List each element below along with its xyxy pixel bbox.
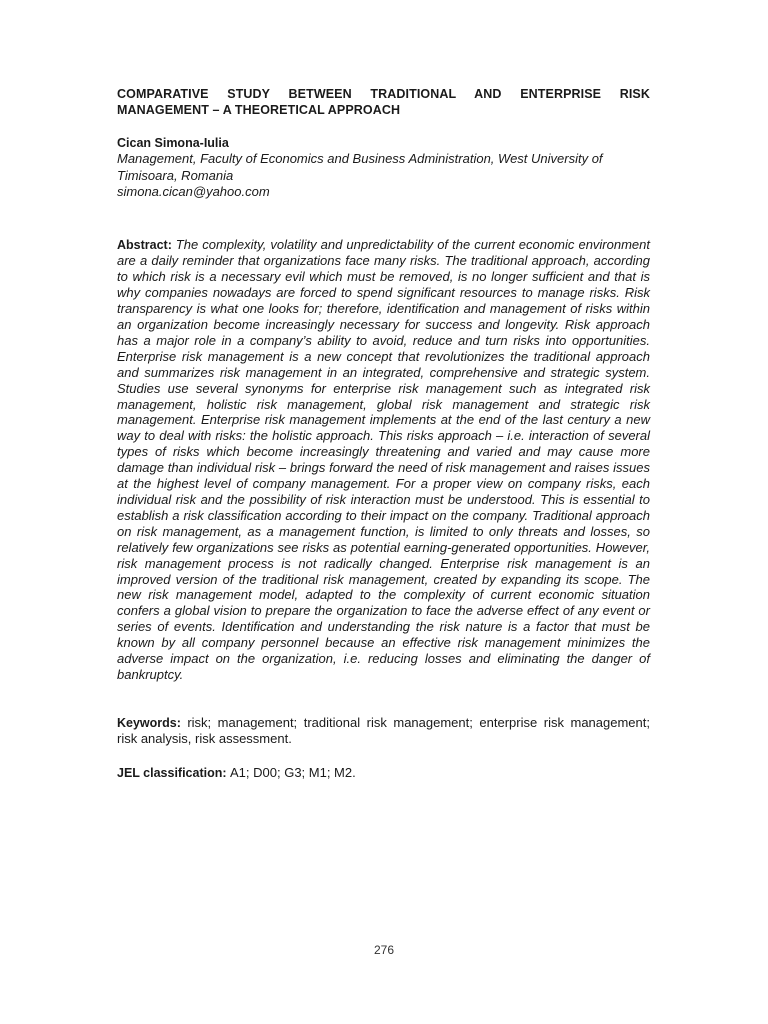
paper-page xyxy=(117,86,650,781)
jel-classification xyxy=(117,765,650,781)
jel-text: A1; D00; G3; M1; M2. xyxy=(230,764,356,780)
abstract-label: Abstract: xyxy=(117,237,176,252)
paper-title: COMPARATIVE STUDY BETWEEN TRADITIONAL AND ENTERPRISE RISK MANAGEMENT – A THEORETICAL APPROACH xyxy=(117,87,650,117)
keywords xyxy=(117,715,650,747)
author-affiliation: Management, Faculty of Economics and Business Administration, West University of Timisoara, Romania xyxy=(117,151,603,183)
jel-label: JEL classification: xyxy=(117,765,231,780)
abstract xyxy=(117,237,650,683)
author-name: Cican Simona-Iulia xyxy=(117,136,229,150)
keywords-text: risk; management; traditional risk management; enterprise risk management; risk analysis, risk assessment. xyxy=(117,714,650,746)
keywords-label: Keywords: xyxy=(117,715,188,730)
abstract-text: The complexity, volatility and unpredictability of the current economic environment are a daily reminder that organizations face many risks. The traditional approach, according to which risk is a necessary evil which must be removed, is no longer sufficient and that is why companies nowadays are forced to spend significant resources to manage risks. Risk transparency is what one looks for; therefore, identification and management of risks within an organization become increasingly necessary for success and longevity. Risk approach has a major role in a company’s ability to avoid, reduce and turn risks into opportunities. Enterprise risk management is a new concept that revolutionizes the traditional approach and summarizes risk management in an integrated, comprehensive and strategic system. Studies use several synonyms for enterprise risk management such as integrated risk management, holistic risk management, global risk management and strategic risk management. Enterprise risk management implements at the end of the last century a new way to deal with risks: the holistic approach. This risks approach – i.e. interaction of several types of risks which become increasingly threatening and varied and may cause more damage than individual risk – brings forward the need of risk management and raises issues at the highest level of company management. For a proper view on company risks, each individual risk and the possibility of risk interaction must be understood. This is essential to establish a risk classification according to their impact on the company. Traditional approach on risk management, as a management function, is limited to only threats and losses, so relatively few organizations see risks as potential earning-generated opportunities. However, risk management process is not radically changed. Enterprise risk management is an improved version of the traditional risk management, created by expanding its scope. The new risk management model, adapted to the complexity of current economic situation confers a global vision to prepare the organization to face the adverse effect of any event or series of events. Identification and understanding the risk nature is a factor that must be known by all company personnel because an effective risk management minimizes the adverse impact on the organization, i.e. reducing losses and eliminating the danger of bankruptcy. xyxy=(117,236,650,682)
author-email: simona.cican@yahoo.com xyxy=(117,184,270,199)
page-number: 276 xyxy=(373,943,395,957)
